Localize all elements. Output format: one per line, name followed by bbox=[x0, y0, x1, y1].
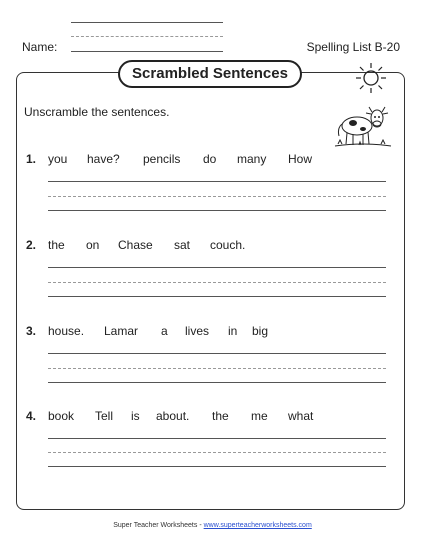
scrambled-word: in bbox=[228, 324, 238, 338]
scrambled-word: do bbox=[203, 152, 217, 166]
scrambled-word: couch. bbox=[210, 238, 246, 252]
scrambled-word: sat bbox=[174, 238, 191, 252]
scrambled-word: about. bbox=[156, 409, 190, 423]
name-input-line[interactable] bbox=[71, 51, 223, 52]
scrambled-word: pencils bbox=[143, 152, 181, 166]
answer-baseline[interactable] bbox=[48, 466, 386, 467]
answer-line[interactable] bbox=[48, 438, 386, 439]
instructions: Unscramble the sentences. bbox=[24, 105, 170, 119]
scrambled-word: lives bbox=[185, 324, 210, 338]
scrambled-word: me bbox=[251, 409, 268, 423]
question-number: 3. bbox=[26, 324, 37, 338]
scrambled-word: the bbox=[48, 238, 65, 252]
scrambled-word: Lamar bbox=[104, 324, 139, 338]
cow-illustration bbox=[333, 100, 393, 156]
answer-midline bbox=[48, 282, 386, 283]
scrambled-word: the bbox=[212, 409, 229, 423]
scrambled-word: have? bbox=[87, 152, 120, 166]
answer-midline bbox=[48, 196, 386, 197]
scrambled-word: on bbox=[86, 238, 100, 252]
answer-midline bbox=[48, 368, 386, 369]
question-number: 4. bbox=[26, 409, 37, 423]
scrambled-word: How bbox=[288, 152, 313, 166]
name-label: Name: bbox=[22, 40, 58, 54]
answer-line[interactable] bbox=[48, 267, 386, 268]
answer-baseline[interactable] bbox=[48, 296, 386, 297]
scrambled-word: book bbox=[48, 409, 75, 423]
answer-baseline[interactable] bbox=[48, 210, 386, 211]
footer-link[interactable]: www.superteacherworksheets.com bbox=[203, 522, 312, 529]
scrambled-word: Chase bbox=[118, 238, 153, 252]
scrambled-word: what bbox=[288, 409, 314, 423]
answer-line[interactable] bbox=[48, 353, 386, 354]
question-number: 2. bbox=[26, 238, 37, 252]
scrambled-word: Tell bbox=[95, 409, 114, 423]
scrambled-word: many bbox=[237, 152, 267, 166]
scrambled-word: big bbox=[252, 324, 269, 338]
question-number: 1. bbox=[26, 152, 37, 166]
scrambled-word: house. bbox=[48, 324, 85, 338]
sun-icon bbox=[355, 62, 387, 94]
footer-separator: - bbox=[197, 522, 204, 529]
page-title: Scrambled Sentences bbox=[118, 60, 302, 88]
answer-baseline[interactable] bbox=[48, 382, 386, 383]
footer-brand: Super Teacher Worksheets bbox=[113, 522, 198, 529]
scrambled-word: a bbox=[161, 324, 168, 338]
name-midline bbox=[71, 36, 223, 37]
name-top-line bbox=[71, 22, 223, 23]
scrambled-word: is bbox=[131, 409, 140, 423]
answer-line[interactable] bbox=[48, 181, 386, 182]
scrambled-word: you bbox=[48, 152, 68, 166]
footer bbox=[0, 522, 425, 529]
answer-midline bbox=[48, 452, 386, 453]
spelling-list-label: Spelling List B-20 bbox=[306, 40, 400, 54]
